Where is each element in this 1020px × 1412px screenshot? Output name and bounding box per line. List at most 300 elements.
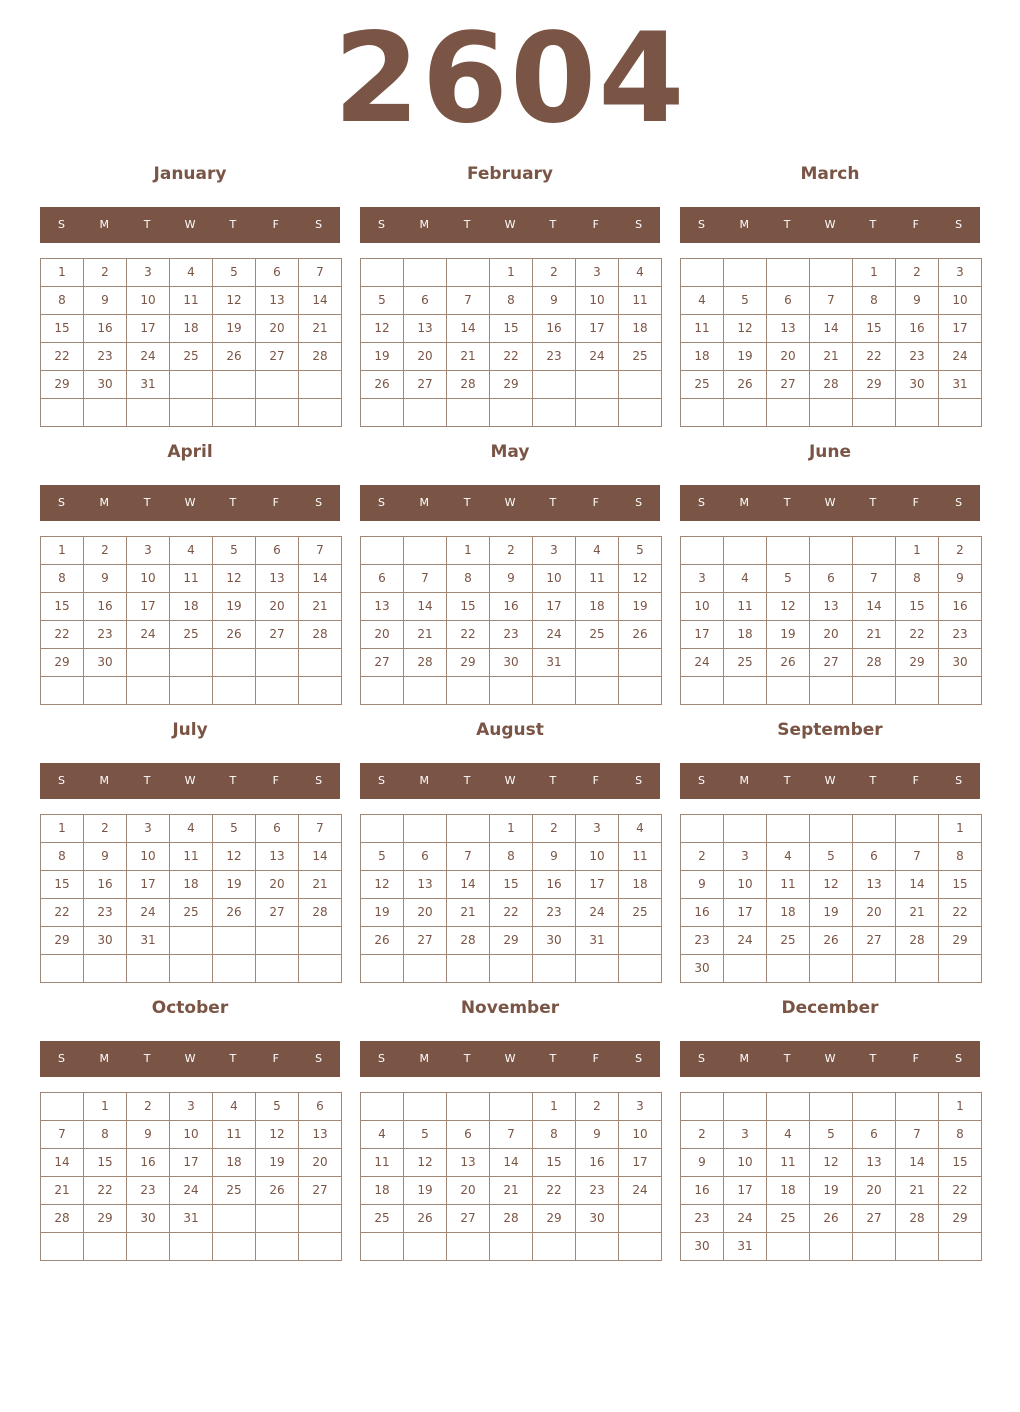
day-cell: 18: [170, 871, 213, 899]
weekday-label: T: [463, 496, 471, 509]
weekday-header: [360, 207, 660, 243]
weekday-label: S: [315, 774, 323, 787]
empty-day-cell: [170, 955, 213, 983]
day-cell: 29: [41, 927, 84, 955]
empty-day-cell: [810, 815, 853, 843]
day-cell: 25: [767, 927, 810, 955]
empty-day-cell: [41, 1093, 84, 1121]
day-cell: 16: [84, 593, 127, 621]
day-cell: 27: [299, 1177, 342, 1205]
day-cell: 8: [853, 287, 896, 315]
empty-day-cell: [619, 1233, 662, 1261]
day-cell: 1: [853, 259, 896, 287]
empty-day-cell: [256, 399, 299, 427]
weekday-label: T: [463, 774, 471, 787]
day-cell: 10: [533, 565, 576, 593]
day-cell: 19: [404, 1177, 447, 1205]
day-cell: 11: [361, 1149, 404, 1177]
day-cell: 6: [256, 815, 299, 843]
day-cell: 9: [84, 565, 127, 593]
weekday-label: T: [549, 218, 557, 231]
week-row: [361, 899, 662, 927]
day-cell: 24: [170, 1177, 213, 1205]
day-cell: 31: [127, 927, 170, 955]
weekday-label: T: [783, 496, 791, 509]
day-cell: 20: [361, 621, 404, 649]
empty-day-cell: [213, 649, 256, 677]
day-cell: 12: [619, 565, 662, 593]
day-cell: 4: [767, 1121, 810, 1149]
weekday-label: S: [697, 1052, 705, 1065]
week-row: [361, 1093, 662, 1121]
day-cell: 11: [724, 593, 767, 621]
empty-day-cell: [84, 1233, 127, 1261]
day-grid: [680, 536, 982, 705]
day-cell: 27: [767, 371, 810, 399]
month-name: April: [167, 442, 213, 462]
day-cell: 11: [576, 565, 619, 593]
week-row: [41, 815, 342, 843]
day-cell: 23: [533, 343, 576, 371]
week-row: [41, 287, 342, 315]
day-cell: 17: [576, 871, 619, 899]
week-row: [41, 565, 342, 593]
empty-day-cell: [853, 677, 896, 705]
weekday-label: M: [99, 218, 110, 231]
day-cell: 2: [84, 815, 127, 843]
day-cell: 28: [404, 649, 447, 677]
week-row: [361, 621, 662, 649]
day-cell: 29: [41, 371, 84, 399]
day-cell: 26: [724, 371, 767, 399]
day-grid: [680, 1092, 982, 1261]
day-cell: 1: [41, 537, 84, 565]
week-row: [681, 677, 982, 705]
week-row: [681, 1093, 982, 1121]
day-cell: 6: [256, 537, 299, 565]
day-cell: 30: [576, 1205, 619, 1233]
day-cell: 7: [896, 843, 939, 871]
weekday-label: S: [57, 496, 65, 509]
day-cell: 29: [533, 1205, 576, 1233]
empty-day-cell: [810, 955, 853, 983]
day-cell: 24: [576, 343, 619, 371]
empty-day-cell: [533, 371, 576, 399]
day-cell: 19: [256, 1149, 299, 1177]
day-cell: 2: [576, 1093, 619, 1121]
day-cell: 1: [939, 815, 982, 843]
day-cell: 12: [810, 871, 853, 899]
day-cell: 15: [41, 315, 84, 343]
day-cell: 9: [533, 287, 576, 315]
empty-day-cell: [361, 1233, 404, 1261]
day-cell: 3: [939, 259, 982, 287]
empty-day-cell: [170, 371, 213, 399]
day-cell: 15: [533, 1149, 576, 1177]
weekday-label: T: [549, 1052, 557, 1065]
empty-day-cell: [299, 677, 342, 705]
empty-day-cell: [213, 1205, 256, 1233]
week-row: [361, 287, 662, 315]
week-row: [41, 1093, 342, 1121]
day-cell: 14: [299, 565, 342, 593]
day-cell: 23: [896, 343, 939, 371]
day-cell: 7: [853, 565, 896, 593]
day-cell: 14: [299, 843, 342, 871]
day-cell: 1: [533, 1093, 576, 1121]
day-cell: 8: [84, 1121, 127, 1149]
day-cell: 21: [896, 1177, 939, 1205]
day-cell: 7: [447, 843, 490, 871]
day-cell: 19: [810, 1177, 853, 1205]
day-cell: 16: [576, 1149, 619, 1177]
weekday-label: M: [739, 1052, 750, 1065]
day-cell: 25: [619, 899, 662, 927]
day-cell: 9: [127, 1121, 170, 1149]
empty-day-cell: [490, 677, 533, 705]
week-row: [681, 1177, 982, 1205]
day-cell: 21: [447, 899, 490, 927]
day-cell: 13: [299, 1121, 342, 1149]
day-cell: 21: [299, 871, 342, 899]
day-cell: 8: [447, 565, 490, 593]
day-cell: 1: [41, 259, 84, 287]
weekday-label: T: [229, 1052, 237, 1065]
day-cell: 22: [41, 899, 84, 927]
empty-day-cell: [170, 649, 213, 677]
day-cell: 5: [256, 1093, 299, 1121]
day-cell: 8: [939, 843, 982, 871]
day-cell: 29: [490, 927, 533, 955]
empty-day-cell: [447, 259, 490, 287]
day-cell: 12: [810, 1149, 853, 1177]
day-cell: 6: [299, 1093, 342, 1121]
day-cell: 28: [447, 371, 490, 399]
day-cell: 1: [447, 537, 490, 565]
weekday-label: T: [869, 1052, 877, 1065]
empty-day-cell: [213, 1233, 256, 1261]
day-cell: 25: [767, 1205, 810, 1233]
week-row: [41, 1121, 342, 1149]
weekday-label: M: [739, 218, 750, 231]
day-cell: 26: [767, 649, 810, 677]
weekday-label: S: [377, 1052, 385, 1065]
day-cell: 9: [896, 287, 939, 315]
weekday-label: S: [635, 496, 643, 509]
day-cell: 25: [361, 1205, 404, 1233]
day-cell: 20: [404, 343, 447, 371]
day-cell: 13: [447, 1149, 490, 1177]
day-cell: 4: [170, 815, 213, 843]
day-cell: 23: [533, 899, 576, 927]
day-grid: [40, 1092, 342, 1261]
empty-day-cell: [724, 399, 767, 427]
day-cell: 10: [681, 593, 724, 621]
weekday-label: W: [184, 218, 196, 231]
day-cell: 18: [681, 343, 724, 371]
day-cell: 8: [41, 287, 84, 315]
day-cell: 17: [681, 621, 724, 649]
empty-day-cell: [619, 677, 662, 705]
day-cell: 10: [127, 565, 170, 593]
day-cell: 18: [576, 593, 619, 621]
week-row: [681, 315, 982, 343]
empty-day-cell: [213, 399, 256, 427]
day-cell: 9: [490, 565, 533, 593]
empty-day-cell: [810, 1233, 853, 1261]
empty-day-cell: [127, 677, 170, 705]
day-cell: 12: [361, 315, 404, 343]
day-cell: 30: [84, 649, 127, 677]
weekday-label: F: [912, 496, 919, 509]
day-cell: 3: [724, 843, 767, 871]
day-cell: 22: [41, 621, 84, 649]
empty-day-cell: [939, 677, 982, 705]
empty-day-cell: [361, 677, 404, 705]
day-cell: 5: [404, 1121, 447, 1149]
day-cell: 14: [41, 1149, 84, 1177]
day-cell: 21: [41, 1177, 84, 1205]
day-cell: 11: [681, 315, 724, 343]
day-cell: 16: [681, 1177, 724, 1205]
empty-day-cell: [170, 927, 213, 955]
week-row: [361, 871, 662, 899]
day-cell: 21: [299, 315, 342, 343]
day-cell: 1: [939, 1093, 982, 1121]
day-cell: 31: [533, 649, 576, 677]
day-cell: 12: [213, 287, 256, 315]
day-cell: 28: [299, 621, 342, 649]
empty-day-cell: [447, 677, 490, 705]
day-cell: 30: [681, 1233, 724, 1261]
day-cell: 27: [256, 621, 299, 649]
empty-day-cell: [361, 537, 404, 565]
week-row: [41, 621, 342, 649]
empty-day-cell: [724, 815, 767, 843]
day-cell: 30: [681, 955, 724, 983]
day-cell: 31: [170, 1205, 213, 1233]
day-cell: 6: [404, 287, 447, 315]
week-row: [41, 537, 342, 565]
weekday-label: S: [377, 774, 385, 787]
day-cell: 30: [490, 649, 533, 677]
day-cell: 26: [810, 927, 853, 955]
day-cell: 16: [533, 871, 576, 899]
week-row: [681, 399, 982, 427]
day-cell: 1: [41, 815, 84, 843]
day-cell: 12: [213, 843, 256, 871]
day-cell: 18: [213, 1149, 256, 1177]
day-cell: 14: [447, 315, 490, 343]
empty-day-cell: [404, 259, 447, 287]
empty-day-cell: [41, 1233, 84, 1261]
weekday-label: S: [315, 496, 323, 509]
day-cell: 26: [619, 621, 662, 649]
day-cell: 3: [533, 537, 576, 565]
day-cell: 18: [619, 871, 662, 899]
day-cell: 28: [896, 927, 939, 955]
empty-day-cell: [404, 815, 447, 843]
week-row: [361, 315, 662, 343]
day-cell: 13: [361, 593, 404, 621]
empty-day-cell: [299, 399, 342, 427]
day-cell: 25: [619, 343, 662, 371]
day-cell: 18: [361, 1177, 404, 1205]
week-row: [361, 815, 662, 843]
day-cell: 18: [170, 593, 213, 621]
day-cell: 1: [490, 815, 533, 843]
day-cell: 14: [299, 287, 342, 315]
week-row: [681, 1205, 982, 1233]
day-cell: 5: [810, 1121, 853, 1149]
day-cell: 19: [810, 899, 853, 927]
empty-day-cell: [619, 1205, 662, 1233]
day-cell: 10: [170, 1121, 213, 1149]
day-cell: 4: [724, 565, 767, 593]
day-cell: 4: [576, 537, 619, 565]
day-cell: 12: [404, 1149, 447, 1177]
day-cell: 6: [256, 259, 299, 287]
day-cell: 15: [939, 1149, 982, 1177]
empty-day-cell: [41, 677, 84, 705]
day-cell: 28: [299, 343, 342, 371]
day-cell: 8: [490, 287, 533, 315]
day-cell: 29: [939, 1205, 982, 1233]
day-cell: 27: [404, 371, 447, 399]
weekday-label: S: [697, 496, 705, 509]
weekday-label: F: [912, 218, 919, 231]
day-cell: 18: [767, 899, 810, 927]
day-grid: [680, 814, 982, 983]
day-cell: 14: [490, 1149, 533, 1177]
day-cell: 15: [490, 315, 533, 343]
weekday-label: T: [143, 218, 151, 231]
day-cell: 21: [896, 899, 939, 927]
weekday-header: [360, 485, 660, 521]
day-cell: 2: [939, 537, 982, 565]
empty-day-cell: [170, 1233, 213, 1261]
week-row: [681, 649, 982, 677]
empty-day-cell: [127, 955, 170, 983]
empty-day-cell: [853, 955, 896, 983]
month-name: January: [153, 164, 227, 184]
day-cell: 11: [767, 871, 810, 899]
day-cell: 7: [299, 537, 342, 565]
weekday-label: M: [99, 774, 110, 787]
week-row: [41, 315, 342, 343]
day-cell: 30: [127, 1205, 170, 1233]
weekday-label: W: [824, 774, 836, 787]
weekday-header: [360, 1041, 660, 1077]
empty-day-cell: [619, 399, 662, 427]
day-cell: 22: [447, 621, 490, 649]
weekday-header: [40, 207, 340, 243]
day-cell: 16: [896, 315, 939, 343]
day-cell: 23: [681, 1205, 724, 1233]
empty-day-cell: [213, 927, 256, 955]
day-cell: 16: [84, 315, 127, 343]
day-cell: 5: [213, 537, 256, 565]
empty-day-cell: [490, 1093, 533, 1121]
weekday-label: T: [229, 496, 237, 509]
empty-day-cell: [681, 677, 724, 705]
day-cell: 27: [853, 1205, 896, 1233]
week-row: [681, 955, 982, 983]
day-cell: 18: [619, 315, 662, 343]
day-cell: 21: [299, 593, 342, 621]
day-cell: 6: [853, 843, 896, 871]
day-cell: 7: [490, 1121, 533, 1149]
day-cell: 22: [490, 899, 533, 927]
day-cell: 4: [170, 537, 213, 565]
month-name: September: [777, 720, 883, 740]
day-cell: 8: [939, 1121, 982, 1149]
day-cell: 31: [939, 371, 982, 399]
day-cell: 27: [810, 649, 853, 677]
weekday-label: F: [912, 1052, 919, 1065]
day-cell: 14: [896, 871, 939, 899]
day-cell: 26: [810, 1205, 853, 1233]
day-cell: 14: [447, 871, 490, 899]
weekday-header: [40, 1041, 340, 1077]
day-cell: 8: [533, 1121, 576, 1149]
day-cell: 20: [447, 1177, 490, 1205]
day-grid: [40, 814, 342, 983]
day-cell: 10: [939, 287, 982, 315]
empty-day-cell: [447, 815, 490, 843]
day-cell: 31: [576, 927, 619, 955]
week-row: [681, 1233, 982, 1261]
day-cell: 3: [724, 1121, 767, 1149]
day-cell: 13: [404, 315, 447, 343]
day-cell: 28: [810, 371, 853, 399]
empty-day-cell: [810, 1093, 853, 1121]
day-cell: 8: [41, 565, 84, 593]
day-cell: 3: [681, 565, 724, 593]
day-cell: 4: [361, 1121, 404, 1149]
weekday-label: T: [549, 774, 557, 787]
day-cell: 15: [939, 871, 982, 899]
empty-day-cell: [724, 1093, 767, 1121]
day-cell: 28: [853, 649, 896, 677]
day-cell: 4: [767, 843, 810, 871]
empty-day-cell: [810, 677, 853, 705]
day-cell: 19: [213, 593, 256, 621]
day-cell: 23: [681, 927, 724, 955]
week-row: [681, 371, 982, 399]
day-cell: 24: [127, 621, 170, 649]
empty-day-cell: [767, 1093, 810, 1121]
day-cell: 14: [810, 315, 853, 343]
empty-day-cell: [576, 1233, 619, 1261]
day-cell: 5: [361, 287, 404, 315]
day-cell: 28: [299, 899, 342, 927]
weekday-label: W: [184, 774, 196, 787]
empty-day-cell: [724, 537, 767, 565]
month-name: June: [808, 442, 852, 462]
week-row: [41, 1205, 342, 1233]
empty-day-cell: [447, 1093, 490, 1121]
day-cell: 11: [619, 843, 662, 871]
day-cell: 25: [170, 621, 213, 649]
day-cell: 19: [213, 315, 256, 343]
day-grid: [360, 1092, 662, 1261]
empty-day-cell: [490, 399, 533, 427]
day-cell: 15: [447, 593, 490, 621]
weekday-label: T: [463, 1052, 471, 1065]
empty-day-cell: [256, 1205, 299, 1233]
empty-day-cell: [533, 1233, 576, 1261]
